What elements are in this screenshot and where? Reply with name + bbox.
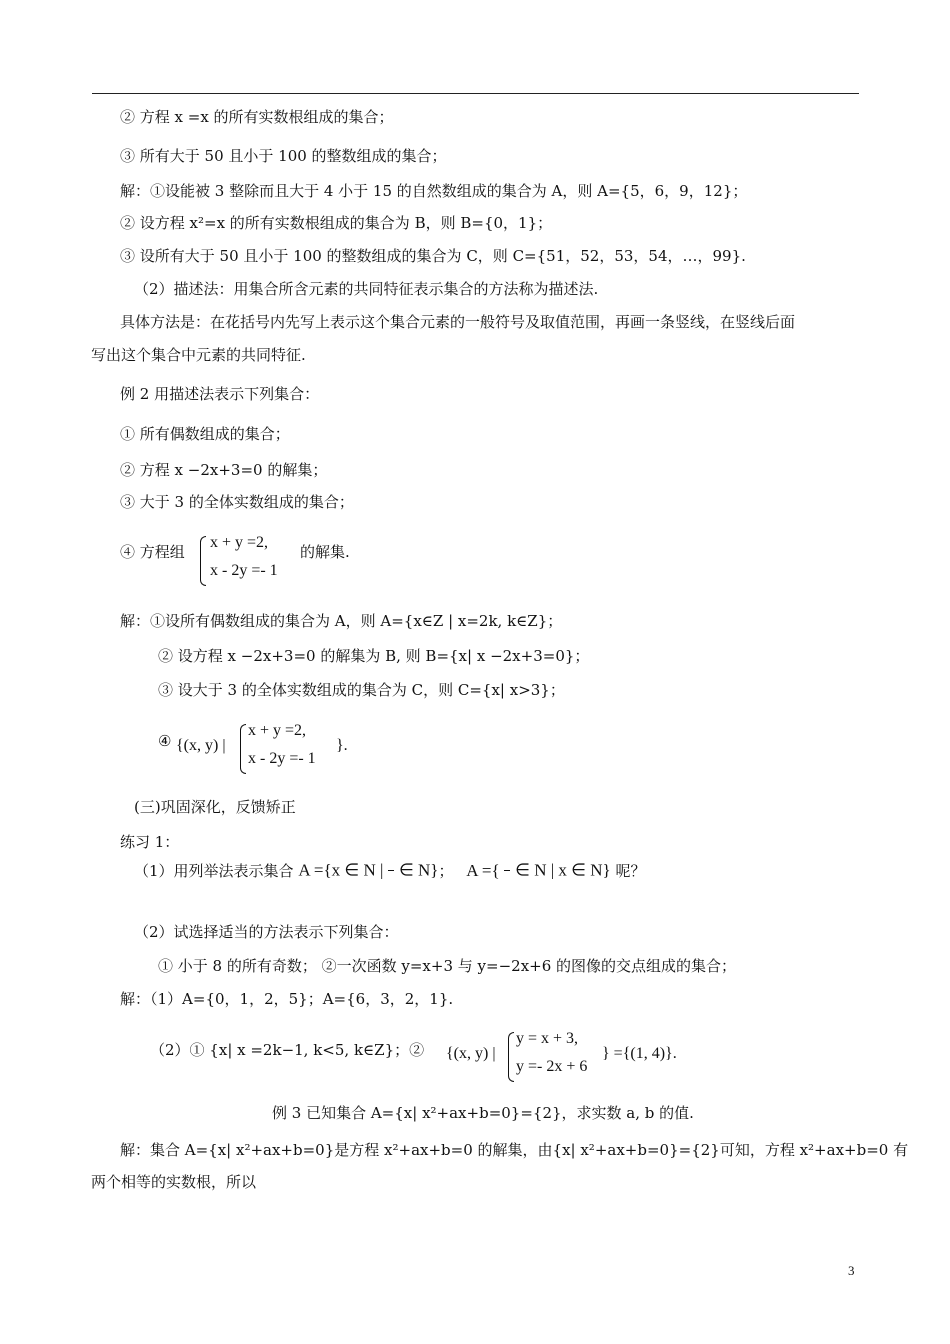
line-25: 例 3 已知集合 A={x| x²+ax+b=0}={2}，求实数 a, b 的值. — [272, 1104, 694, 1122]
line-12: ③ 大于 3 的全体实数组成的集合； — [120, 493, 354, 511]
line-21: （2）试选择适当的方法表示下列集合： — [134, 923, 399, 941]
set-builder-1: {(x, y) | — [176, 737, 226, 754]
line-26: 解：集合 A={x| x²+ax+b=0}是方程 x²+ax+b=0 的解集，由{x| x²+ax+b=0}={2}可知，方程 x²+ax+b=0 有 — [120, 1141, 909, 1159]
line-18: (三)巩固深化，反馈矫正 — [134, 798, 296, 816]
line-13-lead: ④ 方程组 — [120, 543, 185, 561]
set-builder-1-close: }. — [336, 737, 348, 754]
line-11: ② 方程 x −2x+3=0 的解集； — [120, 461, 328, 479]
line-14: 解：①设所有偶数组成的集合为 A，则 A={x∈Z | x=2k, k∈Z}； — [120, 612, 563, 630]
line-6: （2）描述法：用集合所含元素的共同特征表示集合的方法称为描述法. — [134, 280, 599, 298]
line-20: （1）用列举法表示集合 A ={x ∈ N | ∈ N}； A ={ ∈ N | x ∈ N} 呢？ — [134, 860, 646, 880]
line-5: ③ 设所有大于 50 且小于 100 的整数组成的集合为 C，则 C={51，52，53，54，…，99}. — [120, 247, 746, 265]
set-builder-2-result: } ={(1, 4)}. — [602, 1045, 677, 1062]
line-7: 具体方法是：在花括号内先写上表示这个集合元素的一般符号及取值范围，再画一条竖线，在竖线后面 — [120, 313, 796, 331]
set-builder-2: {(x, y) | — [446, 1045, 496, 1062]
fraction-1 — [388, 870, 394, 871]
line-10: ① 所有偶数组成的集合； — [120, 425, 290, 443]
line-4: ② 设方程 x²=x 的所有实数根组成的集合为 B，则 B={0，1}； — [120, 214, 553, 232]
line-16: ③ 设大于 3 的全体实数组成的集合为 C，则 C={x| x>3}； — [158, 681, 565, 699]
line-3: 解：①设能被 3 整除而且大于 4 小于 15 的自然数组成的集合为 A，则 A={5，6，9，12}； — [120, 182, 748, 200]
line-9: 例 2 用描述法表示下列集合： — [120, 385, 320, 403]
line-24-lead: （2）① {x| x =2k−1, k<5, k∈Z}；② — [150, 1041, 425, 1059]
line-22: ① 小于 8 的所有奇数； ②一次函数 y=x+3 与 y=−2x+6 的图像的交点组成的集合； — [158, 957, 737, 975]
line-19: 练习 1： — [120, 833, 180, 851]
page-number: 3 — [848, 1263, 855, 1278]
fraction-2 — [504, 870, 510, 871]
line-13-tail: 的解集. — [300, 543, 350, 561]
line-23: 解：（1）A={0，1，2，5}；A={6，3，2，1}. — [120, 990, 454, 1008]
line-2: ③ 所有大于 50 且小于 100 的整数组成的集合； — [120, 147, 447, 165]
line-1: ② 方程 x =x 的所有实数根组成的集合； — [120, 108, 394, 126]
line-27: 两个相等的实数根，所以 — [91, 1173, 257, 1191]
line-17-lead: ④ — [158, 732, 172, 750]
line-15: ② 设方程 x −2x+3=0 的解集为 B, 则 B={x| x −2x+3=0}； — [158, 647, 590, 665]
header-rule — [92, 93, 859, 94]
line-8: 写出这个集合中元素的共同特征. — [91, 346, 306, 364]
